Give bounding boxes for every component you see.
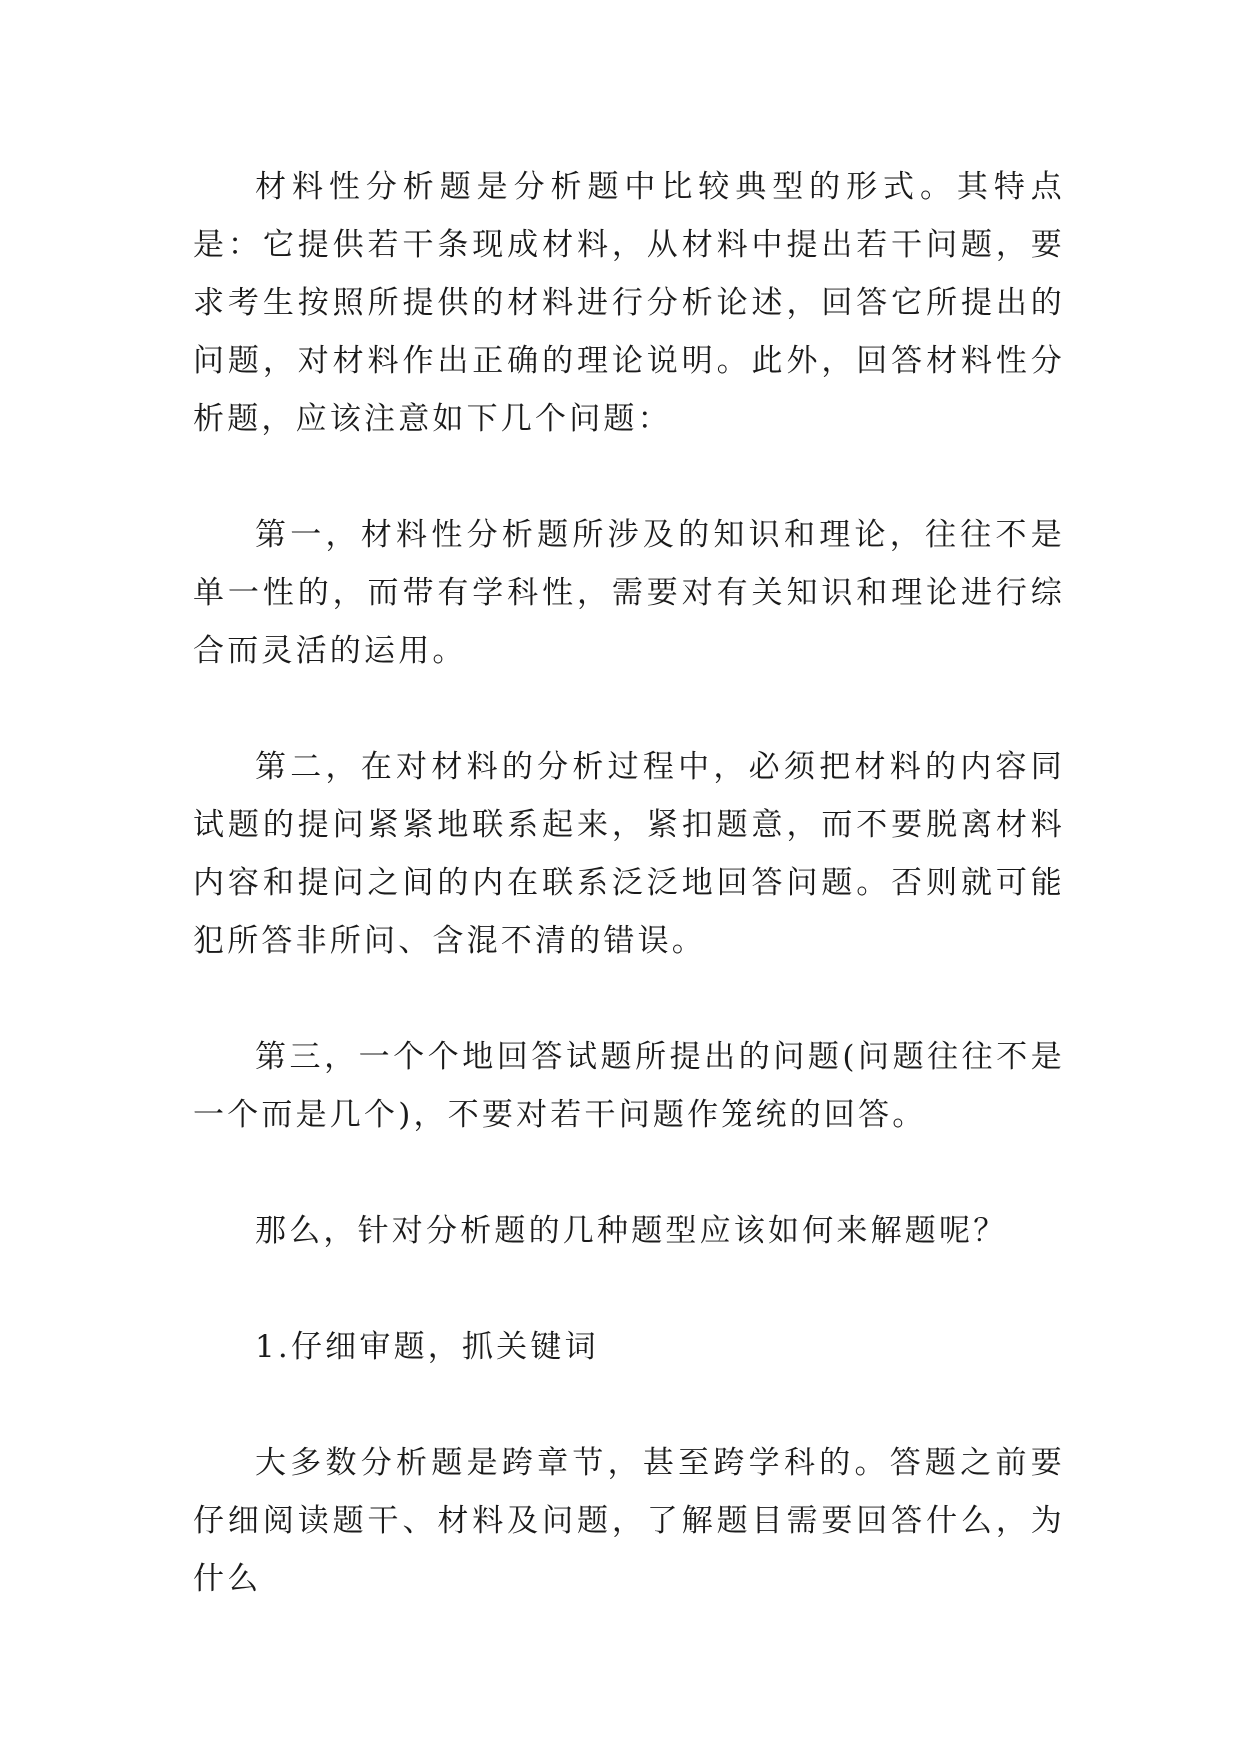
paragraph-spacer: [193, 970, 1065, 1028]
paragraph-point-one: 第一，材料性分析题所涉及的知识和理论，往往不是单一性的，而带有学科性，需要对有关知识和理论进行综合而灵活的运用。: [193, 517, 1065, 669]
paragraph-spacer: [193, 1144, 1065, 1202]
paragraph-spacer: [193, 1260, 1065, 1318]
paragraph-spacer: [193, 448, 1065, 506]
document-body: [193, 158, 1065, 1608]
paragraph-section-body: 大多数分析题是跨章节，甚至跨学科的。答题之前要仔细阅读题干、材料及问题，了解题目需要回答什么，为什么: [193, 1445, 1065, 1597]
paragraph-point-two: 第二，在对材料的分析过程中，必须把材料的内容同试题的提问紧紧地联系起来，紧扣题意，而不要脱离材料内容和提问之间的内在联系泛泛地回答问题。否则就可能犯所答非所问、含混不清的错误。: [193, 749, 1065, 959]
paragraph-spacer: [193, 680, 1065, 738]
paragraph-intro: 材料性分析题是分析题中比较典型的形式。其特点是：它提供若干条现成材料，从材料中提出若干问题，要求考生按照所提供的材料进行分析论述，回答它所提出的问题，对材料作出正确的理论说明。此外，回答材料性分析题，应该注意如下几个问题：: [193, 169, 1065, 437]
paragraph-spacer: [193, 1376, 1065, 1434]
paragraph-point-three: 第三，一个个地回答试题所提出的问题(问题往往不是一个而是几个)，不要对若干问题作笼统的回答。: [193, 1039, 1065, 1133]
paragraph-question: 那么，针对分析题的几种题型应该如何来解题呢？: [255, 1213, 1008, 1249]
section-heading: 1.仔细审题，抓关键词: [255, 1329, 599, 1365]
